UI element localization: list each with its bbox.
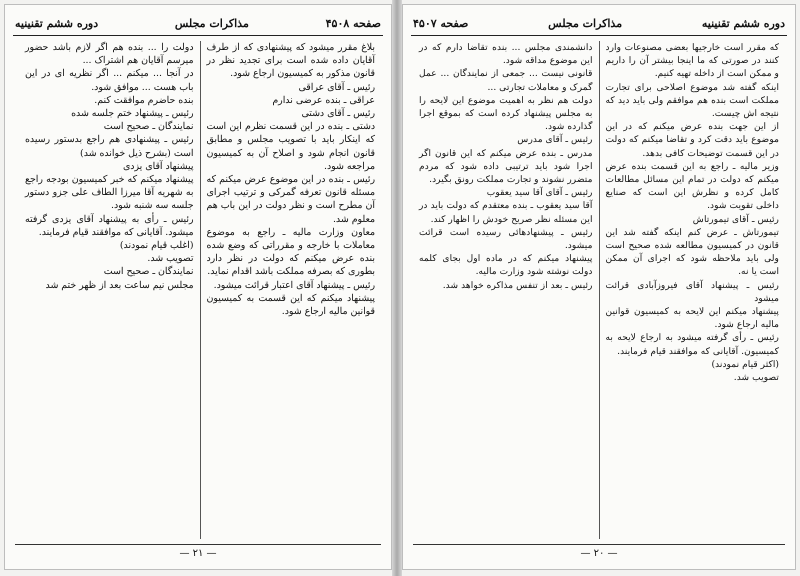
right-header-session: دوره ششم تقنینیه	[701, 16, 785, 30]
right-page	[402, 4, 796, 570]
paragraph: دولت هم نظر به اهمیت موضوع این لایحه را به مجلس پیشنهاد کرده است که بموقع اجرا گذارده شود.	[419, 94, 593, 133]
paragraph: رئیس ـ پیشنهاد ختم جلسه شده	[71, 108, 194, 120]
paragraph: از این جهت بنده عرض میکنم که در این موضوع باید دقت کرد و تقاضا میکنم که دولت در این قسمت توضیحات کافی بدهد.	[605, 121, 779, 159]
right-page-number: — ۲۰ —	[580, 547, 618, 559]
left-page-footer	[15, 544, 381, 561]
paragraph: رئیس ـ آقای عراقی	[298, 81, 375, 93]
paragraph: دولت را ... بنده هم اگر لازم باشد حضور میرسم آقایان هم اشتراک ...	[25, 42, 194, 67]
paragraph: مدرس ـ بنده عرض میکنم که این قانون اگر اجرا شود باید ترتیبی داده شود که مردم متضرر نشوند و تجارت مملکت رونق بگیرد.	[419, 147, 593, 186]
paragraph: معاون وزارت مالیه ـ راجع به موضوع معاملات با خارجه و مقرراتی که وضع شده بنده عرض میکنم که دولت در نظر دارد بطوری که بصرفه مملکت باشد اقدام نماید.	[206, 226, 375, 278]
paragraph: اینکه گفته شد موضوع اصلاحی برای تجارت مملکت است بنده هم موافقم ولی باید دید که نتیجه اش چیست.	[605, 81, 779, 120]
left-header-title: مذاکرات مجلس	[174, 16, 249, 30]
paragraph: نمایندگان ـ صحیح است	[103, 266, 194, 278]
left-header-rule	[13, 35, 383, 36]
paragraph: تصویب شد.	[733, 372, 779, 384]
paragraph: رئیس ـ آقای تیمورتاش	[692, 213, 779, 225]
paragraph: بنده حاضرم موافقت کنم.	[94, 94, 194, 106]
column-divider	[599, 41, 600, 539]
paragraph: رئیس ـ آقای مدرس	[517, 134, 593, 146]
right-page-right-column	[600, 41, 786, 539]
paragraph: رئیس ـ آقای آقا سید یعقوب	[486, 187, 593, 199]
paragraph: رئیس ـ پیشنهادی هم راجع بدستور رسیده است (بشرح ذیل خوانده شد)	[25, 134, 194, 159]
paragraph: بلاغ مقرر میشود که پیشنهادی که از طرف آقایان داده شده است برای تجدید نظر در قانون مذکور به کمیسیون ارجاع شود.	[206, 42, 375, 80]
paragraph: پیشنهاد میکنم که خبر کمیسیون بودجه راجع به شهریه آقا میرزا الطاف علی جزو دستور جلسه سه شنبه شود.	[25, 174, 194, 212]
right-page-footer	[413, 544, 785, 561]
left-page-left-column	[19, 41, 200, 539]
right-header-page-number: صفحه ۴۵۰۷	[413, 16, 469, 30]
paragraph: رئیس ـ پیشنهاد آقای فیروزآبادی قرائت میشود	[605, 279, 779, 304]
right-page-columns	[413, 41, 785, 539]
paragraph: رئیس ـ پیشنهاد آقای اعتبار قرائت میشود.	[213, 279, 375, 291]
paragraph: وزیر مالیه ـ راجع به این قسمت بنده عرض میکنم که دولت در تمام این مسائل مطالعات کامل کرده و نظرش این است که صنایع داخلی تقویت شود.	[605, 160, 779, 212]
paragraph: (اکثر قیام نمودند)	[711, 358, 779, 370]
paragraph: عراقی ـ بنده عرضی ندارم	[272, 94, 375, 106]
paragraph: در آنجا ... میکنم ... اگر نظریه ای در این باب هست ... موافق شود.	[25, 68, 194, 93]
paragraph: مجلس نیم ساعت بعد از ظهر ختم شد	[45, 279, 194, 291]
right-header-rule	[411, 35, 787, 36]
left-page	[4, 4, 392, 570]
right-page-left-column	[413, 41, 599, 539]
paragraph: رئیس ـ بعد از تنفس مذاکره خواهد شد.	[442, 279, 593, 291]
paragraph: رئیس ـ بنده در این موضوع عرض میکنم که مسئله قانون تعرفه گمرکی و ترتیب اجرای آن مطرح است و نظر دولت در این باب هم معلوم شد.	[206, 174, 375, 225]
paragraph: پیشنهاد میکنم این لایحه به کمیسیون قوانین مالیه ارجاع شود.	[605, 306, 779, 331]
paragraph: پیشنهاد آقای یزدی	[122, 160, 194, 172]
paragraph: پیشنهاد میکنم که در ماده اول بجای کلمه دولت نوشته شود وزارت مالیه.	[419, 253, 593, 278]
paragraph: تیمورتاش ـ عرض کنم اینکه گفته شد این قانون در کمیسیون مطالعه شده صحیح است ولی باید ملاحظه شود که اجرای آن ممکن است یا نه.	[605, 226, 779, 278]
paragraph: که مقرر است خارجیها بعضی مصنوعات وارد کنند در صورتی که ما اینجا بیشتر آن را داریم و ممکن است از داخله تهیه کنیم.	[605, 42, 779, 80]
left-page-right-column	[201, 41, 382, 539]
paragraph: دشتی ـ بنده در این قسمت نظرم این است که اینکار باید با تصویب مجلس و مطابق قانون انجام شود و اصلاح آن به کمیسیون مراجعه شود.	[206, 121, 375, 172]
left-header-page-number: صفحه ۴۵۰۸	[325, 16, 381, 30]
left-page-header	[15, 13, 381, 33]
paragraph: رئیس ـ رأی به پیشنهاد آقای یزدی گرفته میشود. آقایانی که موافقند قیام فرمایند.	[25, 213, 194, 238]
right-page-header	[413, 13, 785, 33]
column-divider	[200, 41, 201, 539]
paragraph: تصویب شد.	[147, 253, 194, 265]
right-header-title: مذاکرات مجلس	[548, 16, 623, 30]
paragraph: دانشمندی مجلس ... بنده تقاضا دارم که در این موضوع مداقه شود.	[419, 42, 593, 67]
paragraph: رئیس ـ رأی گرفته میشود به ارجاع لایحه به کمیسیون. آقایانی که موافقند قیام فرمایند.	[605, 332, 779, 357]
paragraph: رئیس ـ آقای دشتی	[301, 108, 375, 120]
paragraph: (اغلب قیام نمودند)	[119, 240, 194, 252]
paragraph: نمایندگان ـ صحیح است	[103, 121, 194, 133]
book-gutter	[392, 0, 402, 576]
left-page-columns	[19, 41, 381, 539]
left-page-number: — ۲۱ —	[179, 547, 217, 559]
paragraph: آقا سید یعقوب ـ بنده معتقدم که دولت باید در این مسئله نظر صریح خودش را اظهار کند.	[419, 200, 593, 225]
paragraph: قانونی نیست ... جمعی از نمایندگان ... عمل گمرک و معاملات تجارتی ...	[419, 68, 593, 93]
paragraph: پیشنهاد میکنم که این قسمت به کمیسیون قوانین مالیه ارجاع شود.	[206, 292, 375, 318]
left-header-session: دوره ششم تقنینیه	[15, 16, 99, 30]
paragraph: رئیس ـ پیشنهادهائی رسیده است قرائت میشود.	[419, 226, 593, 252]
